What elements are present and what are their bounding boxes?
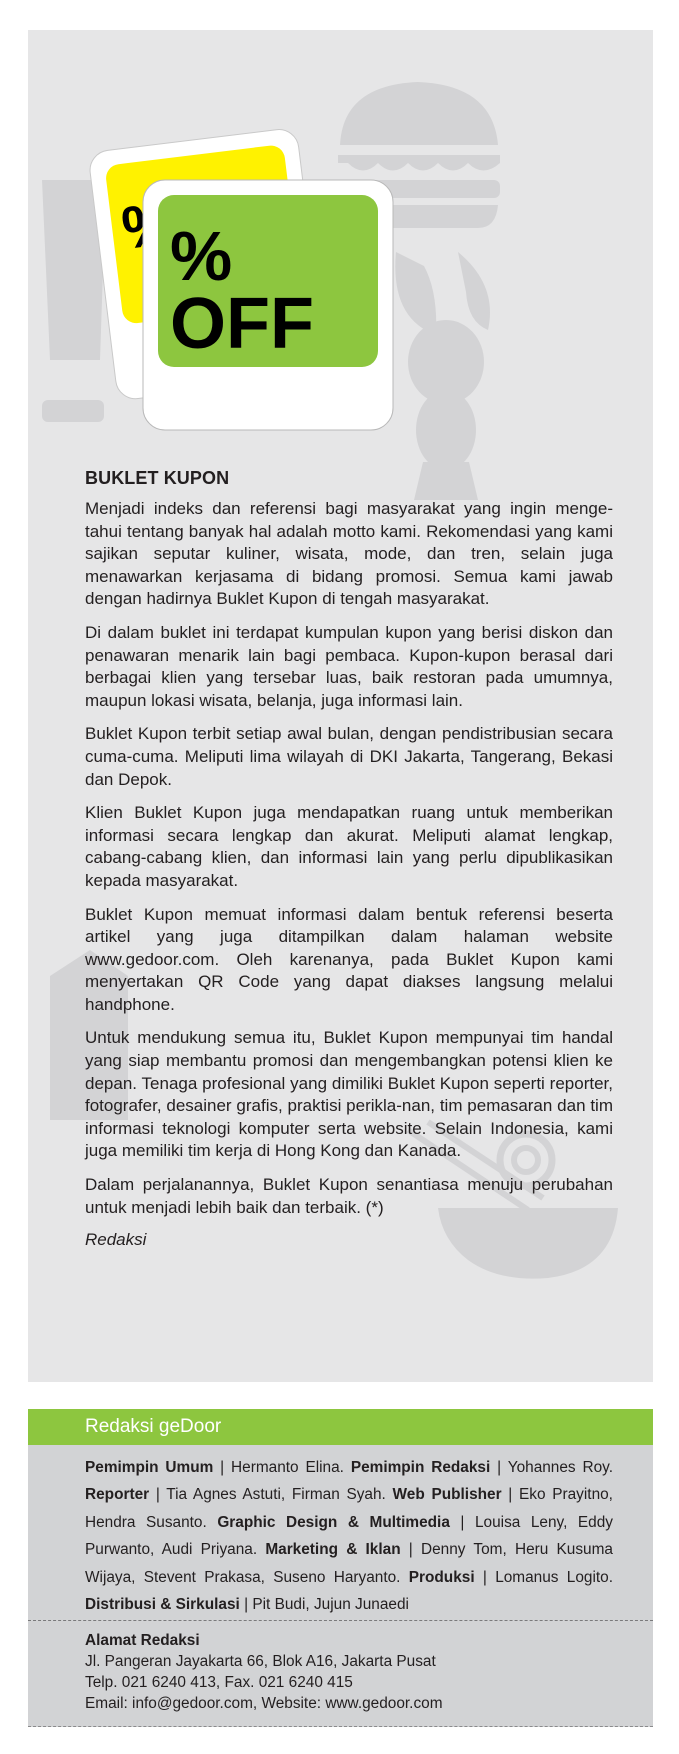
address-contact: Email: info@gedoor.com, Website: www.gedoor.com: [85, 1695, 443, 1712]
credit-role: Reporter: [85, 1486, 150, 1504]
credit-separator: |: [490, 1459, 508, 1476]
credit-separator: |: [400, 1541, 421, 1559]
front-coupon-card: [143, 180, 393, 430]
article-paragraph: Klien Buklet Kupon juga mendapatkan ruang untuk memberikan informasi secara lengkap dan akurat. Meliputi alamat lengkap, cabang-cabang klien, dan informasi lain yang perlu dipublikasikan kepada masyarakat.: [85, 803, 613, 890]
credit-separator: |: [213, 1459, 232, 1476]
off-label: OFF: [170, 284, 314, 364]
credit-names: Louisa Leny, Eddy Purwanto, Audi Priyana.: [85, 1513, 613, 1559]
credit-separator: |: [501, 1486, 519, 1504]
article-paragraph: Buklet Kupon memuat informasi dalam bentuk referensi beserta artikel yang juga ditampilkan dalam halaman website www.gedoor.com. Oleh karenanya, pada Buklet Kupon kami menyertakan QR Code yang dapat diakses langsung melalui handphone.: [85, 904, 613, 1014]
address-street: Jl. Pangeran Jayakarta 66, Blok A16, Jakarta Pusat: [85, 1653, 436, 1670]
percent-off-coupon-graphic: [58, 90, 418, 470]
article-paragraph: Buklet Kupon terbit setiap awal bulan, dengan pendistribusian secara cuma-cuma. Meliputi lima wilayah di DKI Jakarta, Tangerang, Bekasi dan Depok.: [85, 724, 613, 789]
article-paragraph: Menjadi indeks dan referensi bagi masyarakat yang ingin menge-tahui tentang banyak hal adalah motto kami. Rekomendasi yang kami sajikan seputar kuliner, wisata, mode, dan tren, selain juga menawarkan kerjasama di bidang promosi. Semua kami jawab dengan hadirnya Buklet Kupon di tengah masyarakat.: [85, 499, 613, 609]
credit-separator: |: [149, 1486, 167, 1504]
percent-sign: %: [170, 217, 233, 295]
credits-header: Redaksi geDoor: [28, 1409, 653, 1445]
article: [85, 468, 613, 1250]
credit-role: Pemimpin Redaksi: [350, 1459, 491, 1476]
credit-names: Yohannes Roy.: [507, 1459, 613, 1476]
credit-names: Hermanto Elina.: [231, 1459, 344, 1476]
credit-names: Lomanus Logito.: [495, 1568, 613, 1586]
credit-separator: |: [239, 1596, 253, 1614]
credit-role: Pemimpin Umum: [85, 1459, 214, 1476]
article-paragraph: Dalam perjalanannya, Buklet Kupon senantiasa menuju perubahan untuk menjadi lebih baik dan terbaik. (*): [85, 1175, 613, 1217]
credit-names: Eko Prayitno, Hendra Susanto.: [85, 1486, 613, 1531]
address-title: Alamat Redaksi: [85, 1632, 200, 1649]
intro-panel: [28, 30, 653, 1382]
article-title: BUKLET KUPON: [85, 468, 230, 488]
article-signature: Redaksi: [85, 1230, 147, 1250]
credit-role: Produksi: [408, 1568, 475, 1586]
credit-role: Distribusi & Sirkulasi: [85, 1596, 240, 1614]
credit-role: Graphic Design & Multimedia: [217, 1513, 450, 1531]
credit-separator: |: [449, 1513, 475, 1531]
address-block: [28, 1621, 653, 1714]
credit-names: Denny Tom, Heru Kusuma Wijaya, Stevent Prakasa, Suseno Haryanto.: [85, 1541, 613, 1586]
article-paragraph: Untuk mendukung semua itu, Buklet Kupon mempunyai tim handal yang siap membantu promosi dan mengembangkan potensi klien ke depan. Tenaga profesional yang dimiliki Buklet Kupon seperti reporter, fotografer, desainer grafis, praktisi perikla-nan, tim pemasaran dan tim informasi teknologi komputer serta website. Selain Indonesia, kami juga memiliki tim kerja di Hong Kong dan Kanada.: [85, 1028, 613, 1161]
article-paragraph: Di dalam buklet ini terdapat kumpulan kupon yang berisi diskon dan penawaran menarik lain bagi pembaca. Kupon-kupon berasal dari berbagai klien yang tersebar luas, baik restoran pada umumnya, maupun lokasi wisata, belanja, juga informasi lain.: [85, 622, 613, 710]
credits-panel: [28, 1409, 653, 1727]
credit-role: Marketing & Iklan: [265, 1541, 401, 1559]
credit-names: Pit Budi, Jujun Junaedi: [252, 1596, 409, 1614]
credits-list: [28, 1445, 653, 1620]
credit-separator: |: [474, 1568, 496, 1586]
address-phone: Telp. 021 6240 413, Fax. 021 6240 415: [85, 1674, 353, 1691]
credit-names: Tia Agnes Astuti, Firman Syah.: [166, 1486, 386, 1504]
credit-role: Web Publisher: [392, 1486, 502, 1504]
